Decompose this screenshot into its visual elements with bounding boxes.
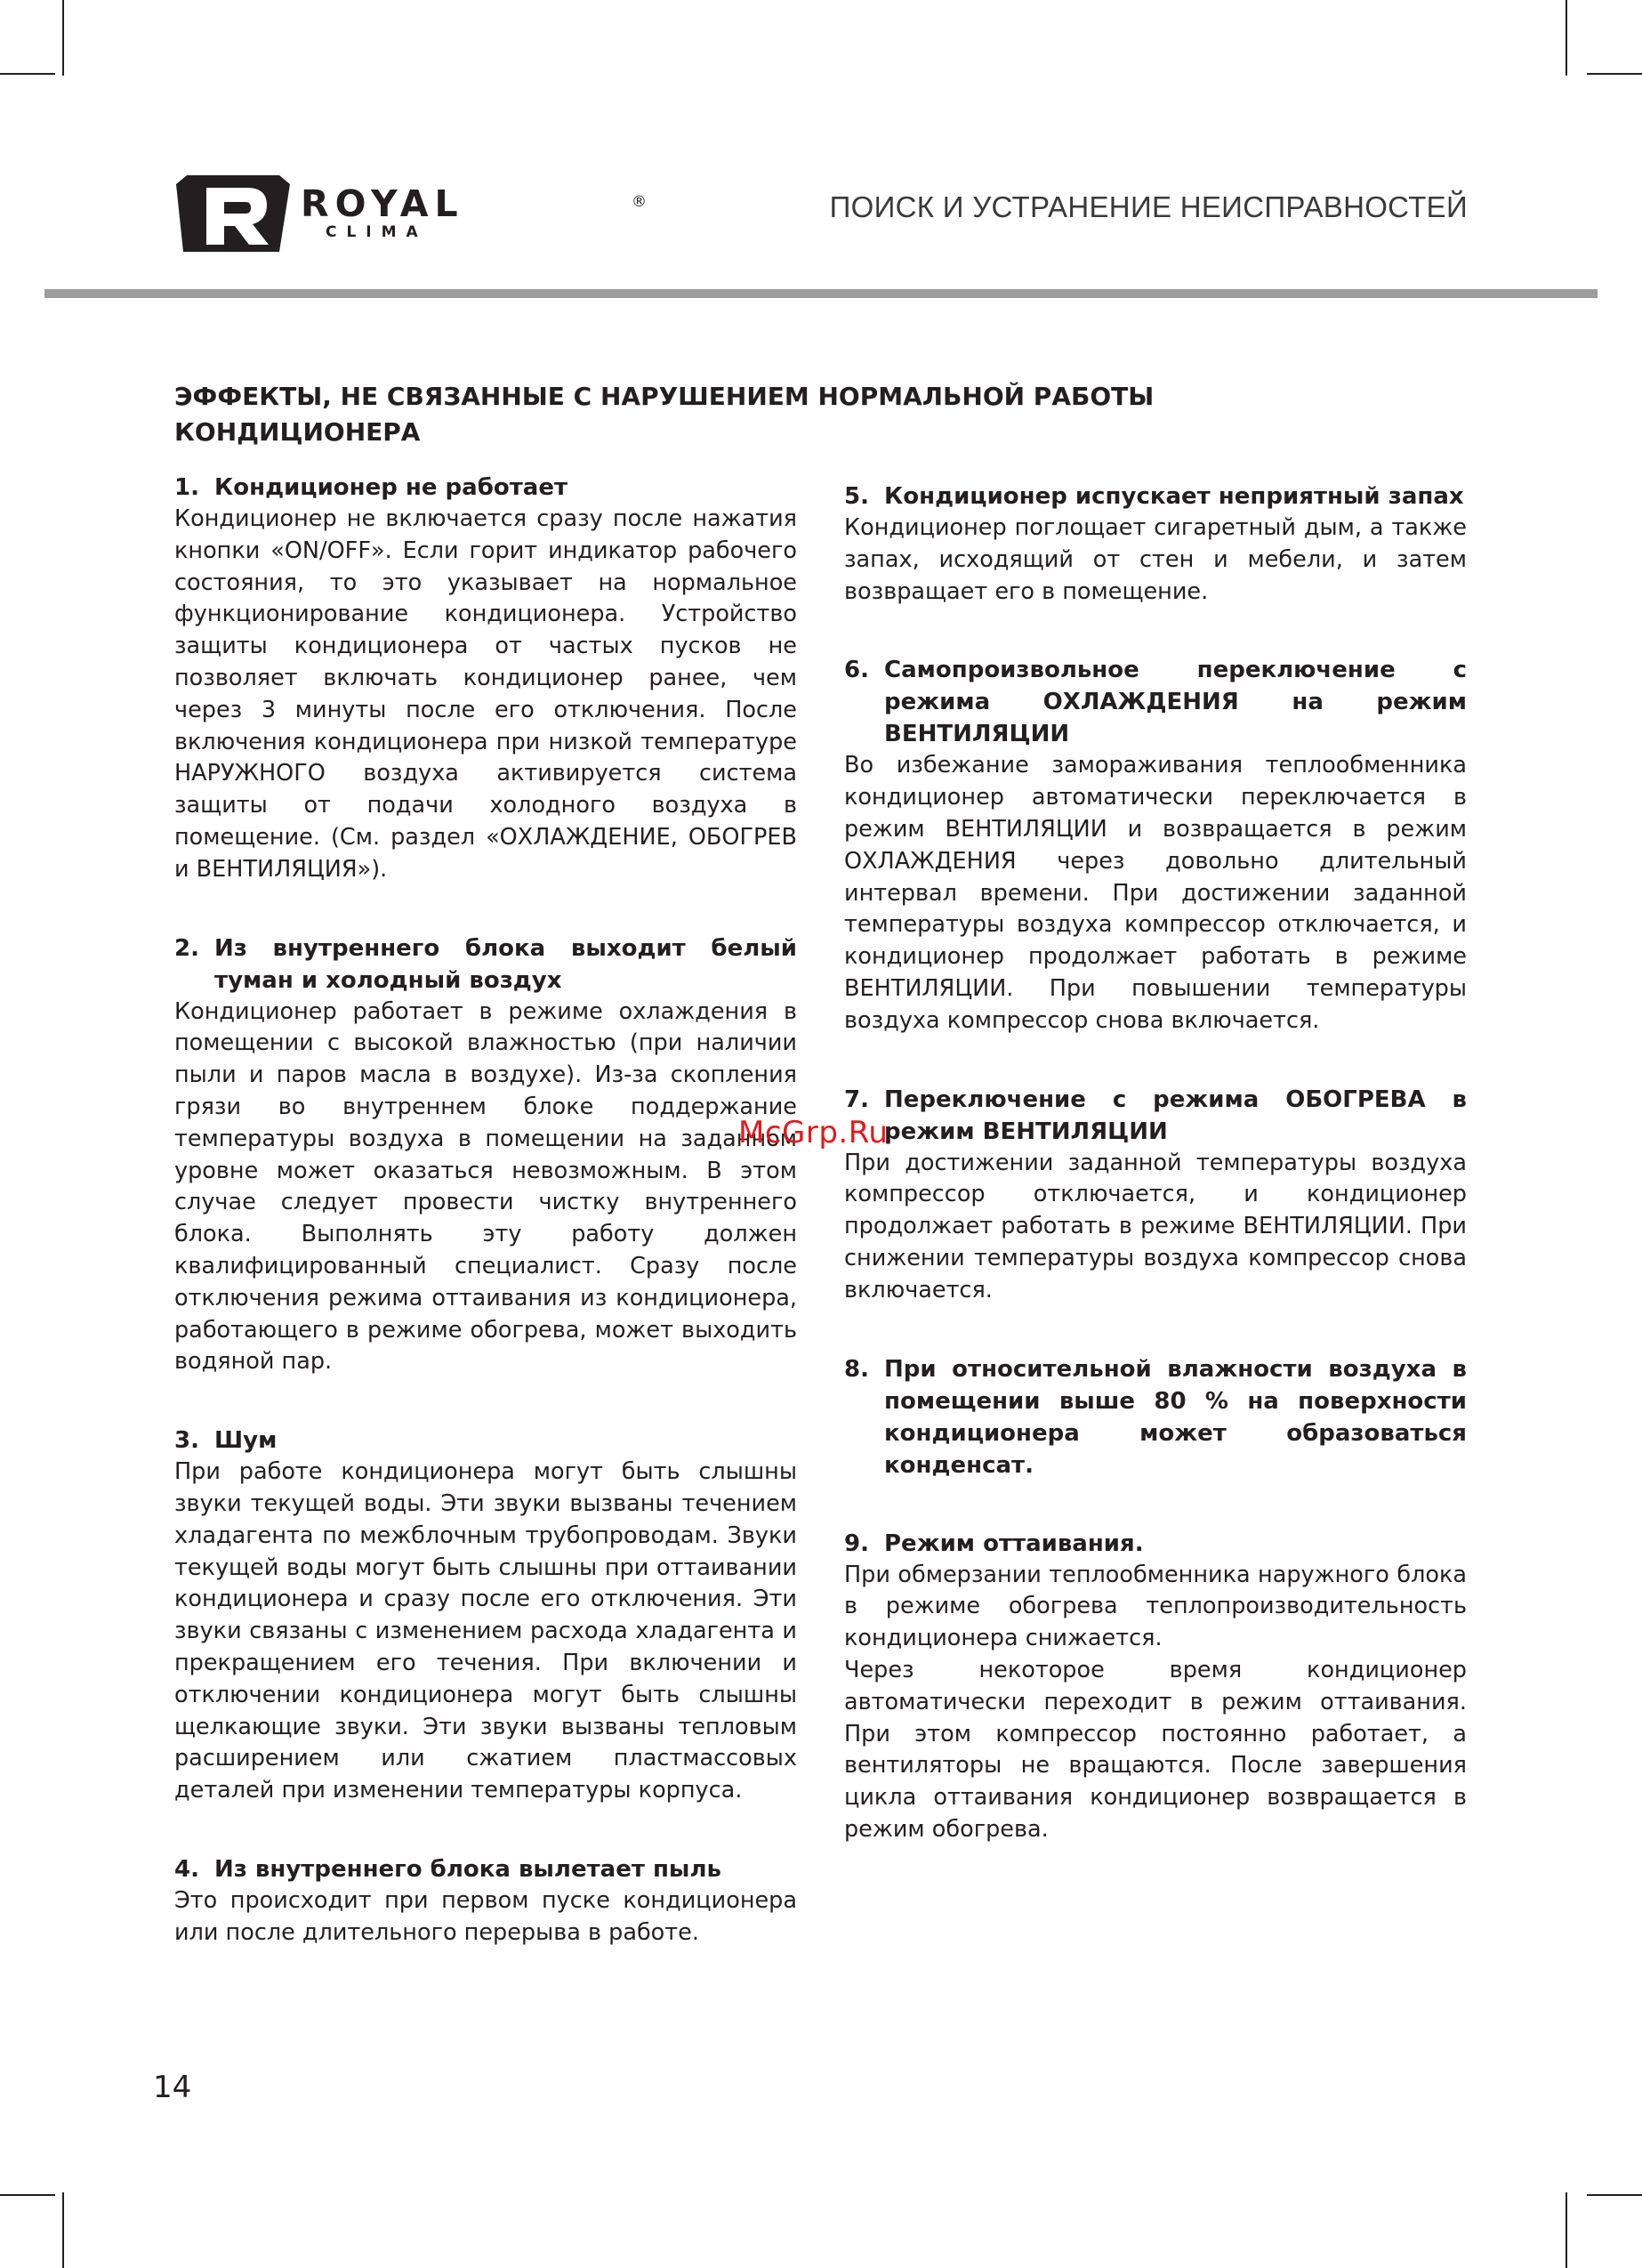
crop-mark-bottom-right-horizontal [1587,2194,1642,2196]
item-number: 7. [844,1086,869,1113]
crop-mark-bottom-right-vertical [1566,2192,1567,2268]
item-number: 6. [844,657,869,684]
item-title [174,1425,797,1457]
item-title [844,480,1467,513]
item-number: 3. [174,1427,199,1455]
section-title: ПОИСК И УСТРАНЕНИЕ НЕИСПРАВНОСТЕЙ [829,190,1468,223]
brand-sub: CLIMA [326,223,428,241]
item-number: 4. [174,1855,199,1883]
right-column [844,480,1467,1893]
page-heading: ЭФФЕКТЫ, НЕ СВЯЗАННЫЕ С НАРУШЕНИЕМ НОРМАЛЬНОЙ РАБОТЫ КОНДИЦИОНЕРА [174,382,1155,447]
item-title-text: Из внутреннего блока выходит белый туман и холодный воздух [214,934,797,994]
crop-mark-top-left-horizontal [0,73,55,75]
troubleshooting-item [844,1084,1467,1307]
troubleshooting-item [844,1528,1467,1846]
crop-mark-top-right-horizontal [1587,73,1642,75]
troubleshooting-item [174,472,797,886]
crop-mark-bottom-left-horizontal [0,2194,55,2196]
item-title-text: При относительной влажности воздуха в помещении выше 80 % на поверхности кондиционера может образоваться конденсат. [884,1355,1467,1479]
item-number: 2. [174,934,199,962]
item-title-text: Самопроизвольное переключение с режима ОХЛАЖДЕНИЯ на режим ВЕНТИЛЯЦИИ [884,657,1467,748]
item-title [174,1853,797,1885]
royal-clima-emblem-icon [174,174,294,254]
troubleshooting-item [174,1853,797,1949]
page-number: 14 [153,2070,192,2105]
item-title-text: Переключение с режима ОБОГРЕВА в режим ВЕНТИЛЯЦИИ [884,1086,1467,1145]
troubleshooting-item [844,654,1467,1037]
item-title [174,472,797,504]
item-body: Через некоторое время кондиционер автоматически переходит в режим оттаивания. При этом компрессор постоянно работает, а вентиляторы не вращаются. После завершения цикла оттаивания кондиционер возвращается в режим обогрева. [844,1656,1467,1843]
crop-mark-bottom-left-vertical [62,2192,64,2268]
item-body: Во избежание замораживания теплообменника кондиционер автоматически переключается в режим ВЕНТИЛЯЦИИ и возвращается в режим ОХЛАЖДЕНИЯ через довольно длительный интервал времени. При достижении заданной температуры воздуха компрессор отключается, и кондиционер продолжает работать в режиме ВЕНТИЛЯЦИИ. При повышении температуры воздуха компрессор снова включается. [844,752,1467,1034]
item-title [844,654,1467,750]
left-column [174,472,797,1995]
crop-mark-top-left-vertical [62,0,64,76]
item-title-text: Кондиционер не работает [214,474,568,501]
troubleshooting-item [844,480,1467,608]
item-title-text: Кондиционер испускает неприятный запах [884,483,1464,510]
item-title [844,1353,1467,1481]
item-title [844,1528,1467,1560]
troubleshooting-item [844,1353,1467,1481]
item-body: Это происходит при первом пуске кондиционера или после длительного перерыва в работе. [174,1886,797,1946]
item-title [844,1084,1467,1148]
header-divider [44,289,1598,298]
item-body: При работе кондиционера могут быть слышны звуки текущей воды. Эти звуки вызваны течением хладагента по межблочным трубопроводам. Звуки текущей воды могут быть слышны при оттаивании кондиционера и сразу после его отключения. Эти звуки связаны с изменением расхода хладагента и прекращением его течения. При включении и отключении кондиционера могут быть слышны щелкающие звуки. Эти звуки вызваны тепловым расширением или сжатием пластмассовых деталей при изменении температуры корпуса. [174,1458,797,1804]
item-body: Кондиционер не включается сразу после нажатия кнопки «ON/OFF». Если горит индикатор рабочего состояния, то это указывает на нормальное функционирование кондиционера. Устройство защиты кондиционера от частых пусков не позволяет включать кондиционер ранее, чем через 3 минуты после его отключения. После включения кондиционера при низкой температуре НАРУЖНОГО воздуха активируется система защиты от подачи холодного воздуха в помещение. (См. раздел «ОХЛАЖДЕНИЕ, ОБОГРЕВ и ВЕНТИЛЯЦИЯ»). [174,505,797,883]
item-title-text: Шум [214,1427,278,1455]
troubleshooting-item [174,932,797,1379]
crop-mark-top-right-vertical [1566,0,1567,76]
item-number: 1. [174,474,199,501]
item-number: 5. [844,483,869,510]
troubleshooting-item [174,1425,797,1807]
item-body: При достижении заданной температуры воздуха компрессор отключается, и кондиционер продолжает работать в режиме ВЕНТИЛЯЦИИ. При снижении температуры воздуха компрессор снова включается. [844,1149,1467,1303]
item-body: Кондиционер работает в режиме охлаждения в помещении с высокой влажностью (при наличии пыли и паров масла в воздухе). Из-за скопления грязи во внутреннем блоке поддержание температуры воздуха в помещении на заданном уровне может оказаться невозможным. В этом случае следует провести чистку внутреннего блока. Выполнять эту работу должен квалифицированный специалист. Сразу после отключения режима оттаивания из кондиционера, работающего в режиме обогрева, может выходить водяной пар. [174,997,797,1376]
brand-logo [174,174,647,262]
item-number: 9. [844,1529,869,1557]
item-title-text: Режим оттаивания. [884,1529,1144,1557]
registered-mark: ® [632,193,647,211]
item-title [174,932,797,997]
item-title-text: Из внутреннего блока вылетает пыль [214,1855,721,1883]
brand-name: ROYAL [301,182,464,225]
item-body: Кондиционер поглощает сигаретный дым, а также запах, исходящий от стен и мебели, и затем возвращает его в помещение. [844,514,1467,605]
item-number: 8. [844,1355,869,1383]
brand-wordmark [301,182,647,241]
item-body: При обмерзании теплообменника наружного блока в режиме обогрева теплопроизводительность кондиционера снижается. [844,1561,1467,1652]
watermark-link[interactable]: McGrp.Ru [738,1115,889,1150]
